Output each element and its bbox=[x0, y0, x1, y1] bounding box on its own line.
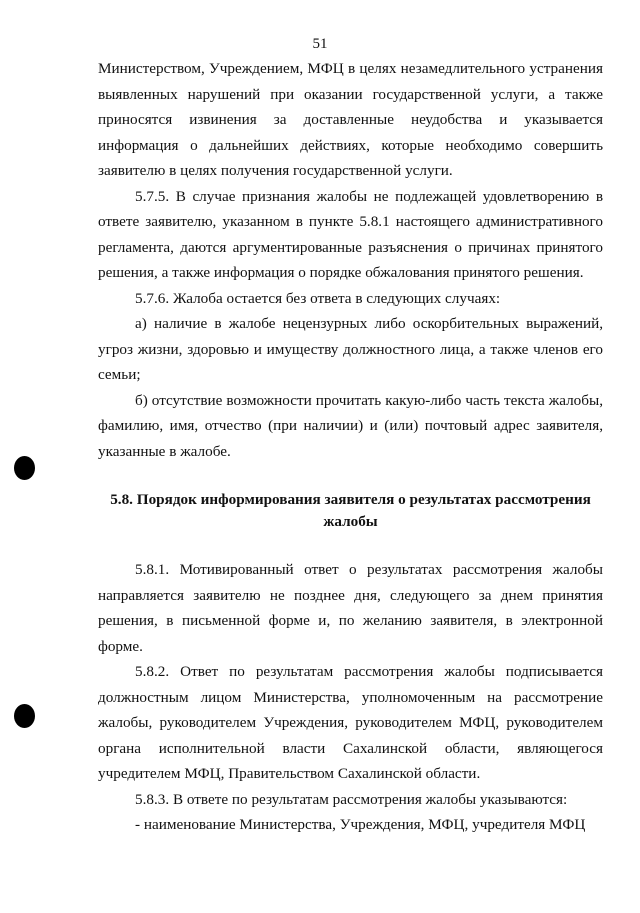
paragraph: Министерством, Учреждением, МФЦ в целях незамедлительного устранения выявленных нарушений при оказании государственной услуги, а также приносятся извинения за доставленные неудобства и указывается информация о дальнейших действиях, которые необходимо совершить заявителю в целях получения государственной услуги. bbox=[98, 60, 603, 179]
document-body bbox=[98, 56, 603, 838]
paragraph-5-7-6: 5.7.6. Жалоба остается без ответа в следующих случаях: bbox=[135, 289, 501, 307]
page-number: 51 bbox=[312, 36, 328, 52]
list-item-dash: - наименование Министерства, Учреждения, МФЦ, учредителя МФЦ bbox=[135, 816, 586, 833]
paragraph-5-8-1: 5.8.1. Мотивированный ответ о результатах рассмотрения жалобы направляется заявителю не позднее дня, следующего за днем принятия решения, в письменной форме и, по желанию заявителя, в электронной форме. bbox=[98, 561, 603, 655]
punch-hole-mark bbox=[14, 704, 35, 728]
list-item-b: б) отсутствие возможности прочитать какую-либо часть текста жалобы, фамилию, имя, отчество (при наличии) и (или) почтовый адрес заявителя, указанные в жалобе. bbox=[98, 391, 603, 460]
paragraph-5-8-3: 5.8.3. В ответе по результатам рассмотрения жалобы указываются: bbox=[135, 790, 568, 808]
paragraph-5-8-2: 5.8.2. Ответ по результатам рассмотрения жалобы подписывается должностным лицом Министерства, уполномоченным на рассмотрение жалобы, руководителем Учреждения, руководителем МФЦ, руководителем органа исполнительной власти Сахалинской области, являющегося учредителем МФЦ, Правительством Сахалинской области. bbox=[98, 663, 603, 782]
paragraph-5-7-5: 5.7.5. В случае признания жалобы не подлежащей удовлетворению в ответе заявителю, указанном в пункте 5.8.1 настоящего административного регламента, даются аргументированные разъяснения о причинах принятого решения, а также информация о порядке обжалования принятого решения. bbox=[98, 187, 603, 281]
punch-hole-mark bbox=[14, 456, 35, 480]
section-heading-5-8: 5.8. Порядок информирования заявителя о результатах рассмотрения жалобы bbox=[110, 491, 591, 530]
list-item-a: а) наличие в жалобе нецензурных либо оскорбительных выражений, угроз жизни, здоровью и имуществу должностного лица, а также членов его семьи; bbox=[98, 315, 603, 383]
